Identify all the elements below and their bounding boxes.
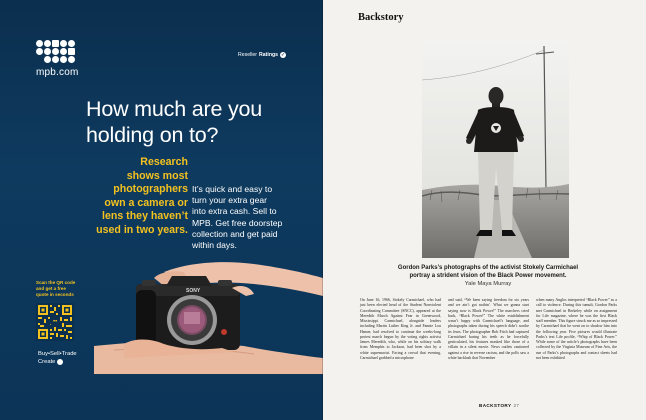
svg-text:▪▪: ▪▪ (52, 318, 58, 325)
scan-line: quote in seconds (36, 292, 74, 297)
headline-line-2: holding on to? (86, 123, 219, 147)
reseller-label-b: Ratings (259, 52, 279, 58)
body-line: into extra cash. Sell to (192, 206, 277, 217)
page-number: 27 (513, 403, 520, 408)
folio-label: BACKSTORY (479, 403, 512, 408)
body-line: turn your extra gear (192, 195, 267, 206)
checkmark-icon: ✓ (281, 52, 285, 57)
caption-line-1: Gordon Parks’s photographs of the activist Stokely Carmichael (397, 265, 579, 271)
camera-brand-text: SONY (186, 288, 201, 294)
scan-qr-instructions (36, 280, 96, 298)
research-line: Research (140, 156, 188, 168)
column-text: and said, “We been saying freedom for six years and we ain’t got nothin’. What we gonna start saying now is Black Power!” The marchers cried back, “Black Power!” The white establishment wasn’t happy with Carmichael’s language, and photographs taken during his speech didn’t soothe its fears. The photographer Bob Fitch had captured Carmichael baring his teeth as he forcefully gesticulated, his features masked like those of a villain in a silent movie. News outlets cautioned against a rise in reverse racism, and the polls saw a white backlash that November (448, 298, 529, 360)
research-line: lens they haven’t (102, 210, 188, 222)
hands-holding-camera-image (94, 254, 323, 379)
body-line: collection and get paid (192, 228, 278, 239)
reseller-label-a: Reseller (238, 52, 258, 58)
tagline-create-row (38, 358, 77, 366)
article-page (323, 0, 646, 420)
qr-code-graphic (36, 303, 74, 341)
author-credit: Yale Maya Murray (464, 281, 512, 288)
caption-line-2: portray a strident vision of the Black Power movement. (409, 272, 567, 279)
reseller-ratings-badge (238, 52, 286, 58)
ad-headline (86, 96, 316, 148)
dot-icon (57, 359, 63, 365)
headline-line-1: How much are you (86, 97, 263, 121)
brand-url: mpb.com (36, 67, 79, 78)
research-line: photographers (113, 183, 188, 195)
research-line: own a camera or (104, 196, 188, 209)
qr-code[interactable] (36, 303, 74, 341)
black-and-white-photo (422, 40, 569, 258)
research-line: shows most (126, 169, 188, 182)
article-body (360, 298, 618, 361)
scan-line: and get a free (36, 286, 66, 291)
ad-tagline (38, 350, 77, 366)
photo-caption (383, 265, 593, 289)
ad-body-copy (192, 184, 312, 251)
body-line: MPB. Get free doorstep (192, 217, 283, 228)
research-line: used in two years. (96, 223, 188, 236)
tagline-line-1: Buy•Sell•Trade (38, 351, 77, 357)
body-line: within days. (192, 240, 237, 251)
body-line: It’s quick and easy to (192, 184, 273, 194)
section-title: Backstory (358, 12, 404, 23)
tagline-line-2: Create (38, 359, 56, 365)
camera-illustration (94, 254, 323, 374)
mpb-logo (36, 40, 79, 78)
article-column-2 (448, 298, 529, 361)
research-statement (76, 156, 188, 237)
page-folio (479, 403, 519, 408)
article-column-1 (360, 298, 441, 361)
column-text: when many Anglos interpreted “Black Power” as a call to violence. During this tumult, Gordon Parks met Carmichael in Berkeley while on assignment for Life magazine, where he was the first Black staff member. This figure struck me as so impressed by Carmichael that he went on to shadow him into the following year. Five pictures would illustrate Parks’s text Life profile, “Whip of Black Power.” While some of the article’s photographs have been collected by the Virginia Museum of Fine Arts, the run of Parks’s photographs and contact sheets had not been exhibited (536, 298, 618, 360)
scan-line: Scan the QR code (36, 280, 76, 285)
article-column-3 (536, 298, 617, 361)
stokely-carmichael-photograph (422, 40, 569, 258)
mpb-logo-mark (36, 40, 79, 63)
column-text: On June 16, 1966, Stokely Carmichael, who had just been elected head of the Student Nonviolent Coordinating Committee (SNCC), appeared at the Meredith March Against Fear in Greenwood, Mississippi. Carmichael, alongside leaders including Martin Luther King Jr. and Fannie Lou Hamer, had resolved to continue the weeks-long protest march begun by the voting rights activist James Meredith, who, while on his solitary walk from Memphis to Jackson, had been shot by a white supremacist. Facing a crowd that evening, Carmichael grabbed a microphone (360, 298, 441, 360)
